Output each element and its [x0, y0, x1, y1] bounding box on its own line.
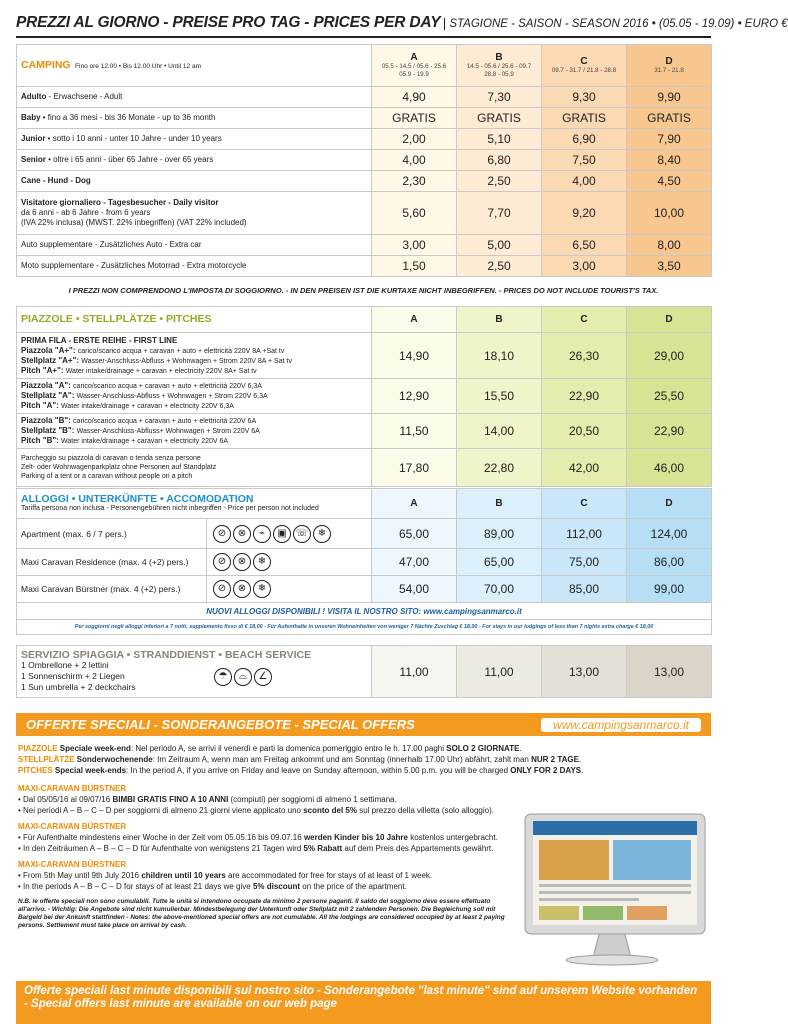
camping-col-a: [372, 45, 457, 87]
min-stay-note: Per soggiorni negli alloggi inferiori a 7 notti, supplemento fisso di € 18,00 - Für Aufenthalte in unseren Wohneinheiten von weniger 7 Nächte Zuschlag € 18,00 - For stays in our lodgings of less than 7 nights extra charge € 18,00: [17, 620, 712, 635]
offer-text: : Nel periodo A, se arrivi il venerdì e parti la domenica pomeriggio entro le h. 17.00 paghi: [130, 744, 447, 753]
row-label: Cane - Hund - Dog: [21, 176, 91, 185]
row-label: Maxi Caravan Bürstner: [21, 584, 108, 594]
row-label: Maxi Caravan Residence: [21, 557, 116, 567]
offer-group-heading: MAXI-CARAVAN BÜRSTNER: [18, 860, 127, 869]
row-label: Stellplatz "B":: [21, 426, 77, 435]
price-cell: 8,00: [627, 235, 712, 256]
price-cell: 85,00: [542, 576, 627, 603]
price-cell: 70,00: [457, 576, 542, 603]
safe-icon: ▣: [273, 525, 291, 543]
offer-bold: Sonderwochenende: [74, 755, 153, 764]
price-cell: 8,40: [627, 150, 712, 171]
price-cell: 47,00: [372, 549, 457, 576]
offer-text: .: [578, 755, 582, 764]
row-desc: 1 Sun umbrella + 2 deckchairs: [21, 682, 136, 692]
table-row: [17, 108, 712, 129]
table-row: [17, 192, 712, 235]
price-cell: 3,00: [542, 256, 627, 277]
col-code: B: [495, 52, 503, 63]
price-cell: 17,80: [372, 449, 457, 487]
offer-text: • In den Zeiträumen A – B – C – D für Aufenthalte von wenigstens 21 Tagen wird: [18, 844, 304, 853]
price-cell: 99,00: [627, 576, 712, 603]
umbrella-icon: ☂: [214, 668, 232, 686]
price-cell: 7,90: [627, 129, 712, 150]
row-desc: (max. 4 (+2) pers.): [107, 584, 181, 594]
price-cell: 5,00: [457, 235, 542, 256]
row-desc: Wasser-Anschluss-Abfluss + Wohnwagen + Strom 220V 8A + Sat tv: [81, 357, 292, 365]
price-cell: 26,30: [542, 333, 627, 379]
table-row: [17, 333, 712, 379]
website-link[interactable]: www.campingsanmarco.it: [541, 718, 701, 732]
row-label: Baby: [21, 113, 41, 122]
price-cell: 54,00: [372, 576, 457, 603]
offer-text: : Im Zeitraum A, wenn man am Freitag ankommt und am Sonntag (innerhalb 17.00 Uhr) abfährt, zahlt man: [152, 755, 532, 764]
row-label: Junior: [21, 134, 46, 143]
table-row: [17, 449, 712, 487]
pitches-table: [16, 306, 711, 487]
price-cell: 7,50: [542, 150, 627, 171]
offer-text: kostenlos untergebracht.: [407, 833, 498, 842]
last-minute-banner: Offerte speciali last minute disponibili sul nostro sito - Sonderangebote "last minute" sind auf unserem Website vorhanden - Special offers last minute are available on our web page: [16, 981, 711, 1024]
row-label: Stellplatz "A+":: [21, 355, 82, 365]
row-desc: 1 Ombrellone + 2 lettini: [21, 660, 109, 670]
tax-note: I PREZZI NON COMPRENDONO L'IMPOSTA DI SOGGIORNO. - IN DEN PREISEN IST DIE KURTAXE NICHT INBEGRIFFEN. - PRICES DO NOT INCLUDE TOURIST'S TAX.: [68, 286, 659, 295]
price-cell: 89,00: [457, 519, 542, 549]
accommodation-header: [17, 489, 372, 519]
price-cell: 14,00: [457, 414, 542, 449]
row-label: Apartment: [21, 528, 61, 539]
offers-title: OFFERTE SPECIALI - SONDERANGEBOTE - SPECIAL OFFERS: [26, 717, 415, 732]
offer-text: on the price of the apartment.: [300, 882, 407, 891]
table-row: [17, 235, 712, 256]
offer-bold: children until 10 years: [141, 871, 226, 880]
row-desc: (IVA 22% inclusa) (MWST. 22% inbegriffen) (VAT 22% included): [21, 218, 247, 227]
row-desc: Wasser-Anschluss-Abfluss+ Wohnwagen + Strom 220V 6A: [76, 428, 260, 435]
col-dates: 09.7 - 31.7 / 21.8 - 28.8: [551, 67, 617, 74]
col-code: A: [410, 52, 418, 63]
offer-bold: sconto del 5%: [303, 806, 357, 815]
table-row: [17, 87, 712, 108]
offer-text: • Nei periodi A – B – C – D per soggiorni di almeno 21 giorni viene applicato uno: [18, 806, 304, 815]
sunbed-icon: ⌓: [234, 668, 252, 686]
price-cell: 5,60: [372, 192, 457, 235]
offer-group-heading: MAXI-CARAVAN BÜRSTNER: [18, 784, 127, 793]
row-label: Pitch "A+":: [21, 365, 66, 375]
offer-bold: Speciale week-end: [57, 744, 131, 753]
col-code: D: [627, 307, 712, 333]
camping-subtitle: Fino ore 12.00 • Bis 12.00 Uhr • Until 12 am: [75, 62, 201, 70]
row-label: Pitch "A":: [21, 401, 62, 410]
col-code: B: [457, 307, 542, 333]
price-cell: 2,50: [457, 256, 542, 277]
col-code: B: [457, 489, 542, 519]
price-cell: 11,50: [372, 414, 457, 449]
col-code: C: [542, 489, 627, 519]
offer-text: : In the period A, if you arrive on Friday and leave on Sunday afternoon, within 5.00 p.m. you will be charged: [126, 766, 511, 775]
no-smoking-icon: ⊘: [213, 525, 231, 543]
phone-icon: ☏: [293, 525, 311, 543]
offer-bold: Special week-ends: [52, 766, 127, 775]
price-cell: 3,00: [372, 235, 457, 256]
no-pets-icon: ⊗: [233, 580, 251, 598]
offer-text: are accommodated for free for stays of at least of 1 week.: [225, 871, 433, 880]
row-desc: (max. 4 (+2) pers.): [115, 557, 189, 567]
price-cell: 65,00: [372, 519, 457, 549]
offer-group-heading: MAXI-CARAVAN BÜRSTNER: [18, 822, 127, 831]
offer-text: • In the periods A – B – C – D for stays of at least 21 days we give: [18, 882, 253, 891]
offer-bold: ONLY FOR 2 DAYS: [510, 766, 582, 775]
offer-bold: werden Kinder bis 10 Jahre: [303, 833, 408, 842]
price-cell: 42,00: [542, 449, 627, 487]
col-dates: 05.5 - 14.5 / 05.6 - 25.6: [381, 63, 447, 70]
pitches-header: [17, 307, 372, 333]
row-label: Senior: [21, 155, 46, 164]
offer-bold: NUR 2 TAGE: [531, 755, 579, 764]
price-cell: 2,30: [372, 171, 457, 192]
col-dates: 31.7 - 21.8: [654, 67, 684, 74]
row-desc: (max. 6 / 7 pers.): [60, 528, 127, 539]
price-cell: GRATIS: [542, 108, 627, 129]
price-cell: 9,20: [542, 192, 627, 235]
table-row: [17, 150, 712, 171]
price-cell: GRATIS: [457, 108, 542, 129]
price-cell: 2,50: [457, 171, 542, 192]
price-cell: 25,50: [627, 379, 712, 414]
col-code: D: [665, 56, 673, 67]
price-cell: GRATIS: [627, 108, 712, 129]
no-smoking-icon: ⊘: [213, 553, 231, 571]
table-row: [17, 549, 712, 576]
price-cell: 6,80: [457, 150, 542, 171]
price-cell: 10,00: [627, 192, 712, 235]
price-cell: 6,90: [542, 129, 627, 150]
table-row: [17, 256, 712, 277]
offer-label: PIAZZOLE: [18, 744, 58, 753]
price-cell: 2,00: [372, 129, 457, 150]
price-cell: 9,90: [627, 87, 712, 108]
accommodation-table: [16, 488, 711, 635]
row-desc: carico/scarico acqua + caravan + auto + elettricità 220V 6,3A: [73, 383, 262, 390]
camping-col-d: [627, 45, 712, 87]
accommodation-title: ALLOGGI • UNTERKÜNFTE • ACCOMODATION: [21, 492, 254, 505]
col-dates: 28.8 - 05.9: [484, 71, 514, 78]
row-desc: Parking of a tent or a caravan without people on a pitch: [21, 473, 193, 480]
price-cell: 3,50: [627, 256, 712, 277]
col-code: D: [627, 489, 712, 519]
offer-text: .: [519, 744, 522, 753]
price-cell: 22,80: [457, 449, 542, 487]
price-cell: 29,00: [627, 333, 712, 379]
table-row: [17, 646, 712, 698]
col-code: A: [372, 307, 457, 333]
price-cell: 12,90: [372, 379, 457, 414]
price-cell: 9,30: [542, 87, 627, 108]
price-cell: 7,70: [457, 192, 542, 235]
offer-text: • Dal 05/05/16 al 09/07/16: [18, 795, 113, 804]
offer-bold: SOLO 2 GIORNATE: [446, 744, 520, 753]
price-cell: 6,50: [542, 235, 627, 256]
deckchair-icon: ∠: [254, 668, 272, 686]
price-cell: 4,00: [372, 150, 457, 171]
page-header: [16, 14, 788, 38]
no-pets-icon: ⊗: [233, 553, 251, 571]
col-code: C: [542, 307, 627, 333]
row-desc: carico/scarico acqua + caravan + auto + elettricità 220V 6A: [73, 418, 257, 425]
row-desc: Water intake/drainage + caravan + electricity 220V 6A: [61, 438, 229, 445]
price-cell: 18,10: [457, 333, 542, 379]
computer-monitor-image: [507, 808, 711, 978]
price-cell: 13,00: [542, 646, 627, 698]
price-cell: 46,00: [627, 449, 712, 487]
offer-text: sul prezzo della villetta (solo alloggio).: [357, 806, 494, 815]
price-cell: 7,30: [457, 87, 542, 108]
row-desc: Moto supplementare - Zusätzliches Motorrad - Extra motorcycle: [21, 261, 247, 270]
price-cell: 20,50: [542, 414, 627, 449]
offer-text: • Für Aufenthalte mindestens einer Woche in der Zeit vom 05.05.16 bis 09.07.16: [18, 833, 304, 842]
offer-text: .: [581, 766, 584, 775]
price-cell: 13,00: [627, 646, 712, 698]
row-label: Visitatore giornaliero - Tagesbesucher - Daily visitor: [21, 198, 219, 207]
table-row: [17, 379, 712, 414]
air-conditioning-icon: ❄: [253, 580, 271, 598]
offers-bar: [16, 713, 711, 736]
row-desc: • fino a 36 mesi - bis 36 Monate - up to 36 month: [40, 113, 216, 122]
table-row: [17, 576, 712, 603]
camping-col-b: [457, 45, 542, 87]
offer-bold: 5% discount: [252, 882, 301, 891]
price-cell: 15,50: [457, 379, 542, 414]
price-cell: 4,50: [627, 171, 712, 192]
offer-bold: 5% Rabatt: [303, 844, 343, 853]
price-cell: GRATIS: [372, 108, 457, 129]
hairdryer-icon: ⌁: [253, 525, 271, 543]
price-cell: 11,00: [372, 646, 457, 698]
row-desc: - Erwachsene - Adult: [46, 92, 123, 101]
price-cell: 22,90: [627, 414, 712, 449]
row-desc: Wasser-Anschluss-Abfluss + Wohnwagen + Strom 220V 6,3A: [76, 393, 268, 400]
price-cell: 65,00: [457, 549, 542, 576]
row-label: Stellplatz "A":: [21, 391, 77, 400]
camping-title: CAMPING: [21, 58, 71, 71]
offer-bold: BIMBI GRATIS FINO A 10 ANNI: [112, 795, 229, 804]
row-label: PRIMA FILA - ERSTE REIHE - FIRST LINE: [21, 335, 178, 345]
table-row: [17, 414, 712, 449]
col-dates: 14.5 - 05.6 / 25.6 - 09.7: [466, 63, 532, 70]
row-desc: Auto supplementare - Zusätzliches Auto - Extra car: [21, 240, 202, 249]
row-desc: • sotto i 10 anni - unter 10 Jahre - under 10 years: [45, 134, 222, 143]
row-desc: Water intake/drainage + caravan + electricity 220V 6,3A: [61, 403, 234, 410]
price-cell: 11,00: [457, 646, 542, 698]
offer-label: PITCHES: [18, 766, 53, 775]
price-cell: 124,00: [627, 519, 712, 549]
col-code: C: [580, 56, 588, 67]
offer-text: auf dem Preis des Appartements gewährt.: [342, 844, 494, 853]
col-dates: 05.9 - 19.9: [399, 71, 429, 78]
no-smoking-icon: ⊘: [213, 580, 231, 598]
table-row: [17, 129, 712, 150]
offer-text: • From 5th May until 9th July 2016: [18, 871, 142, 880]
offer-text: (compiuti) per soggiorni di almeno 1 settimana.: [228, 795, 397, 804]
pitches-title: PIAZZOLE • STELLPLÄTZE • PITCHES: [21, 313, 212, 325]
row-desc: 1 Sonnenschirm + 2 Liegen: [21, 671, 125, 681]
row-label: Pitch "B":: [21, 436, 62, 445]
price-cell: 5,10: [457, 129, 542, 150]
camping-col-c: [542, 45, 627, 87]
row-desc: Parcheggio su piazzola di caravan o tenda senza persone: [21, 455, 201, 462]
offer-label: STELLPLÄTZE: [18, 755, 75, 764]
camping-header: [17, 45, 372, 87]
price-cell: 14,90: [372, 333, 457, 379]
camping-table: [16, 44, 711, 277]
row-desc: da 6 anni - ab 6 Jahre - from 6 years: [21, 208, 151, 217]
beach-table: [16, 645, 711, 698]
price-cell: 75,00: [542, 549, 627, 576]
price-cell: 4,00: [542, 171, 627, 192]
price-cell: 112,00: [542, 519, 627, 549]
price-cell: 22,90: [542, 379, 627, 414]
row-label: Adulto: [21, 92, 47, 101]
row-desc: carico/scarico acqua + caravan + auto + elettricità 220V 8A +Sat tv: [77, 347, 285, 355]
offers-notes: N.B. le offerte speciali non sono cumulabili. Tutte le unità si intendono occupate da minimo 2 persone paganti. Il saldo del soggiorno deve essere effettuato all'arrivo. - Wichtig: Die Angebote sind nicht kumulierbar. Mindestbelegung der Unterkunft oder Stellplatz mit 2 zahlenden Personen. Die Begleichung soll mit Bargeld bei der Ankunft stattfinden - Notes: the above-mentioned special offers are not cumulable. All the lodgings are considered occupied by at least 2 paying persons. Settlement must take place on arrival by cash.: [18, 898, 505, 929]
page-title: PREZZI AL GIORNO - PREISE PRO TAG - PRICES PER DAY: [16, 14, 441, 31]
row-label: Piazzola "A":: [21, 381, 74, 390]
col-code: A: [372, 489, 457, 519]
table-row: [17, 171, 712, 192]
price-cell: 4,90: [372, 87, 457, 108]
price-cell: 86,00: [627, 549, 712, 576]
row-desc: Water intake/drainage + caravan + electricity 220V 8A+ Sat tv: [65, 367, 257, 375]
new-lodgings-note: NUOVI ALLOGGI DISPONIBILI ! VISITA IL NOSTRO SITO: www.campingsanmarco.it: [17, 603, 712, 620]
beach-title: SERVIZIO SPIAGGIA • STRANDDIENST • BEACH SERVICE: [21, 649, 312, 661]
accommodation-subtitle: Tariffa persona non inclusa - Personengebühren nicht inbegriffen - Price per person not included: [21, 504, 319, 512]
row-desc: • oltre i 65 anni - über 65 Jahre - over 65 years: [45, 155, 214, 164]
air-conditioning-icon: ❄: [253, 553, 271, 571]
season-info: STAGIONE - SAISON - SEASON 2016 • (05.05 - 19.09) • EURO €: [444, 18, 787, 30]
no-pets-icon: ⊗: [233, 525, 251, 543]
row-desc: Zelt- oder Wohnwagenparkplatz ohne Personen auf Standplatz: [21, 464, 217, 471]
row-label: Piazzola "B":: [21, 416, 74, 425]
price-cell: 1,50: [372, 256, 457, 277]
air-conditioning-icon: ❄: [313, 525, 331, 543]
table-row: [17, 519, 712, 549]
row-label: Piazzola "A+":: [21, 345, 78, 355]
